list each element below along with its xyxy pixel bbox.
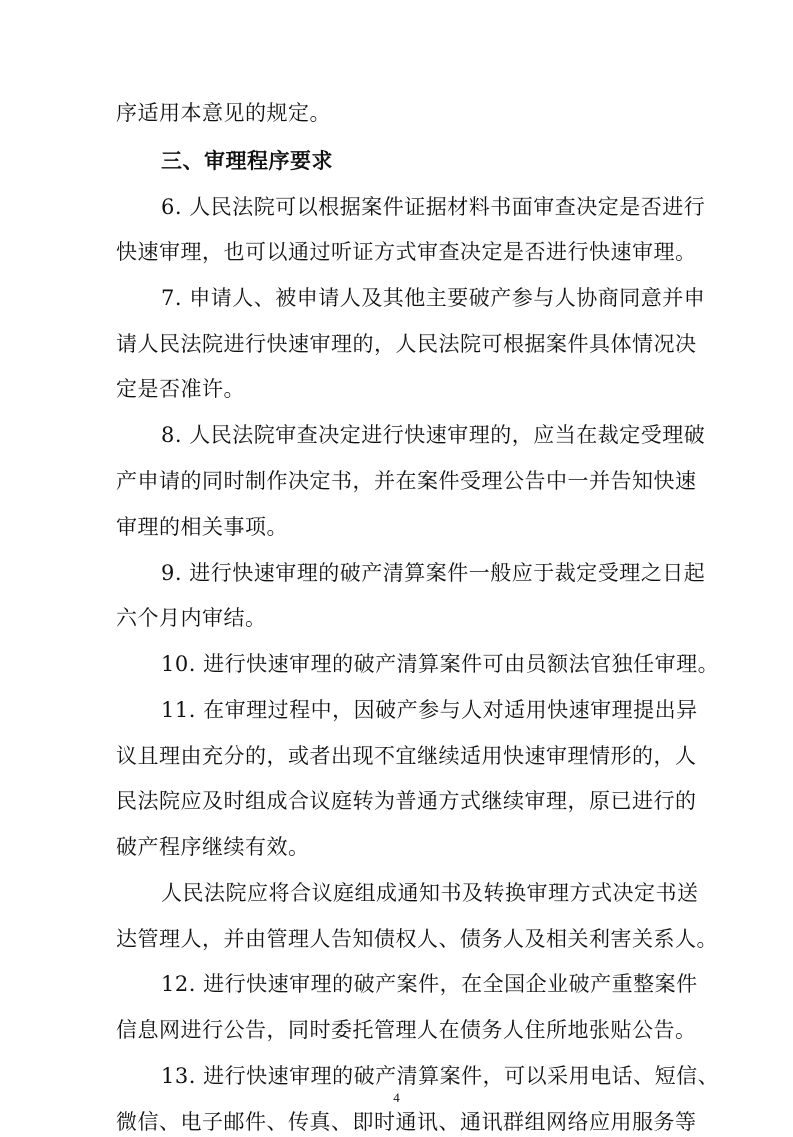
clause-12-line-1: 12. 进行快速审理的破产案件，在全国企业破产重整案件	[161, 972, 698, 996]
clause-12-line-2: 信息网进行公告，同时委托管理人在债务人住所地张贴公告。	[116, 1018, 697, 1042]
clause-11-line-2: 议且理由充分的，或者出现不宜继续适用快速审理情形的，人	[116, 744, 697, 768]
clause-7-line-3: 定是否准许。	[116, 377, 245, 401]
clause-8-line-1: 8. 人民法院审查决定进行快速审理的，应当在裁定受理破	[161, 423, 706, 447]
clause-13-line-1: 13. 进行快速审理的破产清算案件，可以采用电话、短信、	[161, 1064, 720, 1088]
clause-6-line-2: 快速审理，也可以通过听证方式审查决定是否进行快速审理。	[116, 240, 697, 264]
paragraph-line-2: 达管理人，并由管理人告知债权人、债务人及相关利害关系人。	[116, 927, 718, 951]
page-number: 4	[393, 1090, 400, 1105]
clause-11-line-4: 破产程序继续有效。	[116, 835, 310, 859]
clause-9-line-2: 六个月内审结。	[116, 606, 267, 630]
clause-8-line-2: 产申请的同时制作决定书，并在案件受理公告中一并告知快速	[116, 469, 697, 493]
section-heading: 三、审理程序要求	[161, 149, 333, 173]
clause-7-line-1: 7. 申请人、被申请人及其他主要破产参与人协商同意并申	[161, 286, 706, 310]
clause-9-line-1: 9. 进行快速审理的破产清算案件一般应于裁定受理之日起	[161, 561, 706, 585]
clause-6-line-1: 6. 人民法院可以根据案件证据材料书面审查决定是否进行	[161, 195, 706, 219]
clause-10-line-1: 10. 进行快速审理的破产清算案件可由员额法官独任审理。	[161, 652, 720, 676]
clause-13-line-2: 微信、电子邮件、传真、即时通讯、通讯群组网络应用服务等	[116, 1110, 697, 1134]
clause-7-line-2: 请人民法院进行快速审理的，人民法院可根据案件具体情况决	[116, 332, 697, 356]
clause-11-line-3: 民法院应及时组成合议庭转为普通方式继续审理，原已进行的	[116, 789, 697, 813]
clause-11-line-1: 11. 在审理过程中，因破产参与人对适用快速审理提出异	[161, 698, 698, 722]
body-text-line: 序适用本意见的规定。	[116, 101, 331, 125]
paragraph-line-1: 人民法院应将合议庭组成通知书及转换审理方式决定书送	[161, 881, 699, 905]
clause-8-line-3: 审理的相关事项。	[116, 515, 288, 539]
